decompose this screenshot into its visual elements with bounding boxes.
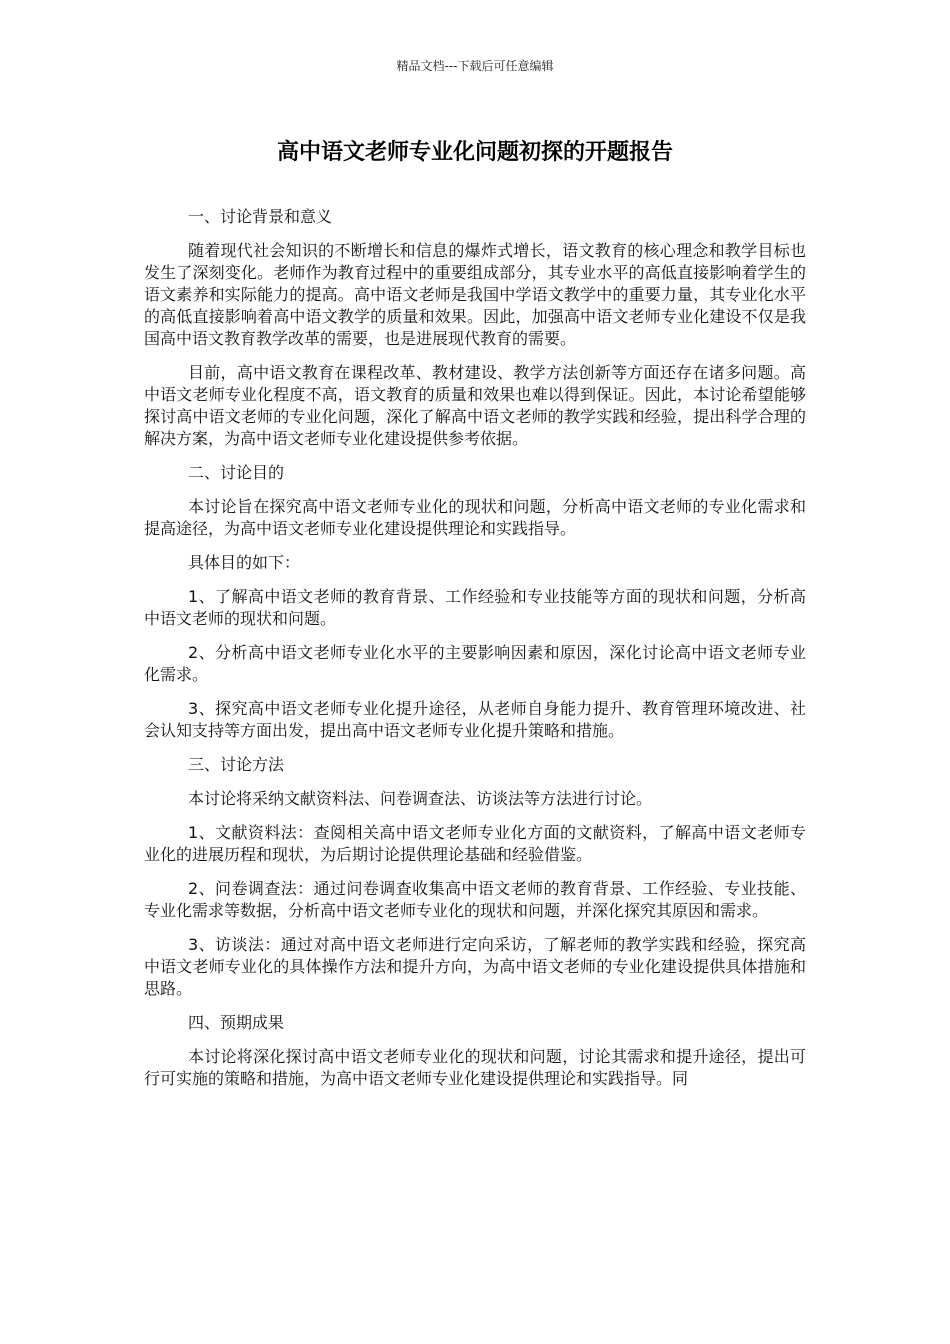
list-item-purpose-2: 2、分析高中语文老师专业化水平的主要影响因素和原因，深化讨论高中语文老师专业化需求。: [144, 643, 806, 684]
paragraph-methods-intro: 本讨论将采纳文献资料法、问卷调查法、访谈法等方法进行讨论。: [188, 789, 653, 808]
document-title: 高中语文老师专业化问题初探的开题报告: [276, 140, 673, 165]
paragraph-purpose-lead: 具体目的如下：: [188, 553, 301, 572]
header-note: 精品文档---下载后可任意编辑: [396, 59, 554, 73]
section-heading-outcomes: 四、预期成果: [188, 1013, 285, 1032]
paragraph-outcomes: 本讨论将深化探讨高中语文老师专业化的现状和问题，讨论其需求和提升途径，提出可行可实施的策略和措施，为高中语文老师专业化建设提供理论和实践指导。同: [144, 1047, 806, 1088]
paragraph-background-2: 目前，高中语文教育在课程改革、教材建设、教学方法创新等方面还存在诸多问题。高中语文老师专业化程度不高，语文教育的质量和效果也难以得到保证。因此，本讨论希望能够探讨高中语文老师的专业化问题，深化了解高中语文老师的教学实践和经验，提出科学合理的解决方案，为高中语文老师专业化建设提供参考依据。: [144, 363, 806, 448]
section-heading-methods: 三、讨论方法: [188, 755, 285, 774]
document-body: [144, 206, 806, 1102]
paragraph-background-1: 随着现代社会知识的不断增长和信息的爆炸式增长，语文教育的核心理念和教学目标也发生了深刻变化。老师作为教育过程中的重要组成部分，其专业水平的高低直接影响着学生的语文素养和实际能力的提高。高中语文老师是我国中学语文教学中的重要力量，其专业化水平的高低直接影响着高中语文教学的质量和效果。因此，加强高中语文老师专业化建设不仅是我国高中语文教育教学改革的需要，也是进展现代教育的需要。: [144, 241, 806, 348]
list-item-purpose-1: 1、了解高中语文老师的教育背景、工作经验和专业技能等方面的现状和问题，分析高中语文老师的现状和问题。: [144, 587, 806, 628]
list-item-method-3: 3、访谈法：通过对高中语文老师进行定向采访，了解老师的教学实践和经验，探究高中语文老师专业化的具体操作方法和提升方向，为高中语文老师的专业化建设提供具体措施和思路。: [144, 935, 806, 998]
list-item-method-2: 2、问卷调查法：通过问卷调查收集高中语文老师的教育背景、工作经验、专业技能、专业化需求等数据，分析高中语文老师专业化的现状和问题，并深化探究其原因和需求。: [144, 879, 806, 920]
paragraph-purpose-intro: 本讨论旨在探究高中语文老师专业化的现状和问题，分析高中语文老师的专业化需求和提高途径，为高中语文老师专业化建设提供理论和实践指导。: [144, 497, 806, 538]
section-heading-background: 一、讨论背景和意义: [188, 207, 333, 226]
list-item-method-1: 1、文献资料法：查阅相关高中语文老师专业化方面的文献资料，了解高中语文老师专业化的进展历程和现状，为后期讨论提供理论基础和经验借鉴。: [144, 823, 806, 864]
list-item-purpose-3: 3、探究高中语文老师专业化提升途径，从老师自身能力提升、教育管理环境改进、社会认知支持等方面出发，提出高中语文老师专业化提升策略和措施。: [144, 699, 806, 740]
section-heading-purpose: 二、讨论目的: [188, 463, 285, 482]
